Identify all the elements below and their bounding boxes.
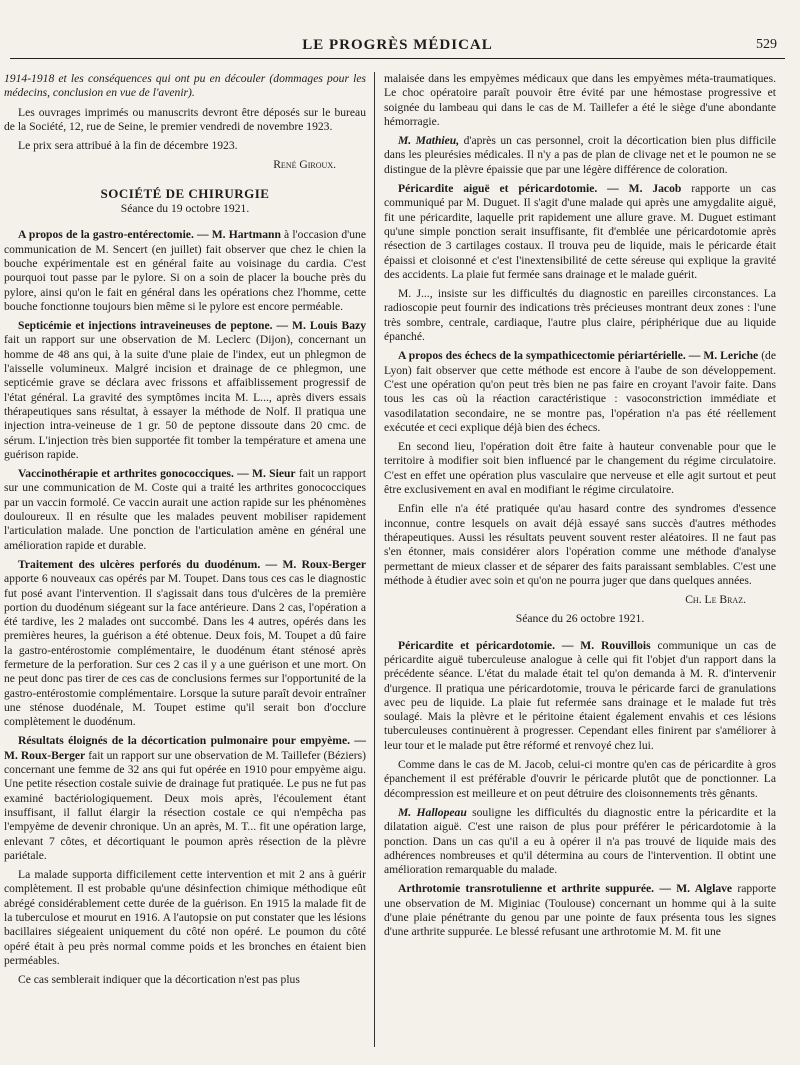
paragraph-body: souligne les difficultés du diagnostic entre la péricardite et la dilatation aiguë. C'est une raison de plus pour préférer le péricardotomie à la ponction. Dans un cas qu'il a eu à opérer il n'a pas trouvé de liquide mais des adhérences nombreuses et qu'il détermina au cours de l'intervention. Il obtint une amélioration remarquable du malade. <box>384 805 776 877</box>
signature: Ch. Le Braz. <box>685 593 746 607</box>
speaker-name: M. Mathieu, <box>398 134 460 148</box>
page-header <box>10 34 785 59</box>
paragraph <box>384 134 776 177</box>
paragraph: Ce cas semblerait indiquer que la décortication n'est pas plus <box>18 973 300 987</box>
session-date: Séance du 19 octobre 1921. <box>120 202 250 216</box>
paragraph: Comme dans le cas de M. Jacob, celui-ci montre qu'en cas de péricardite à gros épanchement il est préférable d'ouvrir le péricarde plutôt que de ponctionner. La décompression est meilleure et on peut détruire des cloisonnements très gênants. <box>384 758 776 800</box>
page-number: 529 <box>756 37 777 52</box>
session-date: Séance du 26 octobre 1921. <box>515 612 645 626</box>
right-column <box>384 72 776 945</box>
article-body: rapporte un cas communiqué par M. Duguet. Il s'agit d'une malade qui après une amygdalite aiguë, fit une péricardite, laquelle prit rapidement une allure grave. M. Duguet estimant qu'une simple ponction serait insuffisante, fit d'emblée une péricardotomie après résection de 3 cartilages costaux. Il trouva peu de liquide, mais le péricarde était épaissi et cloisonné et c'est l'inextensibilité de cette séreuse qui explique la gravité des accidents. La plaie fut fermée sans drainage et le malade guérit. <box>384 182 776 281</box>
article-body: fait un rapport sur une communication de M. Coste qui a traité les arthrites gonococciques par un vaccin formolé. Ce vaccin aurait une action rapide sur les phénomènes douloureux. Il en résulte que les malades peuvent mobiliser rapidement l'articulation malade. Une ponction de l'articulation amène en général une amélioration rapide et durable. <box>4 467 366 552</box>
article <box>4 558 366 730</box>
article <box>384 349 776 435</box>
article-body: apporte 6 nouveaux cas opérés par M. Toupet. Dans tous ces cas le diagnostic fut posé avant l'intervention. Il s'agissait dans tous d'ulcères de la première portion du duodénum siégeant sur la face antérieure. Dans 2 cas, l'opération a été tardive, les 2 malades ont succombé. Dans les 4 autres, opérés dans les premières heures, la guérison a été obtenue. Deux fois, M. Toupet a dû faire la gastro-entérostomie complémentaire, le duodénum étant sténosé après fermeture de la perforation. Sur ces 2 cas il y a une guérison et une mort. On ne peut donc pas tirer de ces cas de conclusions fermes sur l'opportunité de la gastro-entérostomie complémentaire. Lorsque la suture paraît devoir entraîner une sténose duodénale, M. Toupet estime qu'il serait bon d'occlure complètement le duodénum. <box>4 572 366 729</box>
article-heading: Résultats éloignés de la décortication pulmonaire pour empyème. — M. Roux-Berger <box>4 734 366 762</box>
paragraph <box>384 806 776 877</box>
article-body: à l'occasion d'une communication de M. Sencert (en juillet) fait observer que chez le chien la bouche expérimentale est en général faite au voisinage du cardia. C'est pourquoi tout passe par le pylore. Si on a soin de placer la bouche près du pylore, ainsi qu'on le fait en général dans les opérations chez l'homme, cette bouche fonctionne toujours bien même si le pylore est encore perméable. <box>4 228 366 313</box>
running-title: LE PROGRÈS MÉDICAL <box>302 37 493 53</box>
paragraph: Enfin elle n'a été pratiquée qu'au hasard contre des syndromes d'essence inconnue, contre lesquels on avait déjà essayé sans succès d'autres méthodes thérapeutiques. Aussi les résultats peuvent souvent rester aléatoires. Il ne faut pas s'en étonner, mais considérer alors l'opération comme une méthode d'analyse permettant de mieux classer et de séparer des faits paraissant semblables. C'est une méthode à étudier avec soin et qu'on ne pourra juger que dans quelques années. <box>384 502 776 587</box>
article-body: fait un rapport sur une observation de M. Taillefer (Béziers) concernant une femme de 32 ans qui fut opérée en 1910 pour empyème aigu. Une petite résection costale suivie de drainage fut pratiquée. Le pus ne fut pas examiné bactériologiquement. Deux mois après, l'écoulement étant insuffisant, il fallut élargir la résection costale ce qui n'empêcha pas l'empyème de devenir chronique. Un an après, M. T... fit une opération large, enlevant 7 côtes, et décortiquant le poumon après résection de la plèvre pariétale. <box>4 748 366 862</box>
article-body: communique un cas de péricardite aiguë tuberculeuse analogue à celle qui fit l'objet d'un rapport dans la précédente séance. L'état du malade était tel qu'on demanda à M. R. d'intervenir d'urgence. Il pratiqua une péricardotomie, trouva le péricarde farci de granulations avec peu de liquide. La plaie fut refermée sans drainage et le malade fut très soulagé. Mais la plèvre et le péritoine étaient également envahis et ces lésions tuberculeuses continuèrent à progresser. Cependant elles finirent par s'améliorer à leur tour et le malade put être réformé et renvoyé chez lui. <box>384 638 776 752</box>
article <box>384 639 776 753</box>
article-heading: Traitement des ulcères perforés du duodénum. — M. Roux-Berger <box>18 557 366 571</box>
section-title: SOCIÉTÉ DE CHIRURGIE <box>100 185 270 201</box>
speaker-name: M. Hallopeau <box>398 805 467 819</box>
article <box>4 467 366 553</box>
article <box>4 319 366 462</box>
column-divider <box>374 72 375 1047</box>
paragraph-body: d'après un cas personnel, croit la décortication bien plus difficile dans les pleurésies médicales. Il n'y a pas de plan de clivage net et le poumon ne se distingue de la plèvre épaissie que par une légère différence de coloration. <box>384 134 777 176</box>
article-heading: Péricardite aiguë et péricardotomie. — M. Jacob <box>398 182 682 196</box>
article <box>384 182 776 282</box>
article-body: fait un rapport sur une observation de M. Leclerc (Dijon), concernant un homme de 48 ans qui, à la suite d'une plaie de l'index, eut un phlegmon de l'aisselle volumineux. Malgré incision et drainage de ce phlegmon, une septicémie grave se déclara avec frissons et affaiblissement progressif de l'état général. La gravité des symptômes incita M. L..., après divers essais thérapeutiques sans résultat, à essayer la méthode de Nolf. Il pratiqua une injection intra-veineuse de 1 gr. 50 de peptone dissoute dans 20 cmc. de sérum. L'injection très bien supportée fit tomber la température et amena une guérison rapide. <box>4 333 366 461</box>
article-body: (de Lyon) fait observer que cette méthode est encore à l'aube de son développement. C'est une opération qu'on peut très bien ne pas faire en croyant l'avoir faite. Dans tous les cas où la réaction caractéristique : vasoconstriction immédiate et vasodilatation secondaire, ne se montre pas, l'opération n'a pas été réellement exécutée et ceci explique déjà bien des échecs. <box>384 349 776 434</box>
paragraph: M. J..., insiste sur les difficultés du diagnostic en pareilles circonstances. La radioscopie peut fournir des indications très précieuses montrant deux zones : l'une très sombre, centrale, cardiaque, l'autre plus claire, périphérique due au liquide épanché. <box>384 287 776 344</box>
article <box>4 228 366 314</box>
article-heading: A propos des échecs de la sympathicectomie périartérielle. — M. Leriche <box>398 349 759 363</box>
article <box>4 734 366 863</box>
article-heading: A propos de la gastro-entérectomie. — M. Hartmann <box>18 228 281 242</box>
article-heading: Péricardite et péricardotomie. — M. Rouvillois <box>398 638 651 652</box>
article-body: rapporte une observation de M. Miginiac (Toulouse) concernant un homme qui à la suite d'une plaie pénétrante du genou par une pointe de faux présenta tous les signes d'une arthrite suppurée. Le blessé refusant une arthrotomie M. M. fit une <box>384 882 776 939</box>
paragraph: Les ouvrages imprimés ou manuscrits devront être déposés sur le bureau de la Société, 12, rue de Seine, le premier vendredi de novembre 1923. <box>4 105 366 133</box>
paragraph: malaisée dans les empyèmes médicaux que dans les empyèmes méta-traumatiques. Le choc opératoire paraît pouvoir être évité par une hémostase progressive et soignée du lambeau qui dans le cas de M. Taillefer a été le siège d'une abondante hémorragie. <box>384 72 776 128</box>
paragraph: Le prix sera attribué à la fin de décembre 1923. <box>18 139 238 153</box>
signature: René Giroux. <box>273 158 336 172</box>
paragraph: 1914-1918 et les conséquences qui ont pu en découler (dommages pour les médecins, conclusion en vue de l'avenir). <box>4 72 366 100</box>
paragraph: En second lieu, l'opération doit être faite à hauteur convenable pour que le territoire à modifier soit bien influencé par le changement du régime circulatoire. C'est en effet une opération plus vasculaire que nerveuse et elle agit surtout et peut être exclusivement en aval en modifiant le régime circulatoire. <box>384 440 776 497</box>
article-heading: Vaccinothérapie et arthrites gonococciques. — M. Sieur <box>18 467 296 481</box>
left-column <box>4 72 366 993</box>
article-heading: Arthrotomie transrotulienne et arthrite suppurée. — M. Alglave <box>398 882 733 896</box>
paragraph: La malade supporta difficilement cette intervention et mit 2 ans à guérir complètement. Il est probable qu'une désinfection chimique méthodique eût abrégé considérablement cette durée de la guérison. En 1915 la malade fit de la tuberculose et mourut en 1916. A l'autopsie on put constater que les lésions bacillaires siégeaient uniquement du côté non opéré. Le poumon du côté opéré était à peu près normal comme poids et les bronches en étaient bien perméables. <box>4 868 366 967</box>
article <box>384 882 776 939</box>
article-heading: Septicémie et injections intraveineuses de peptone. — M. Louis Bazy <box>18 319 366 333</box>
